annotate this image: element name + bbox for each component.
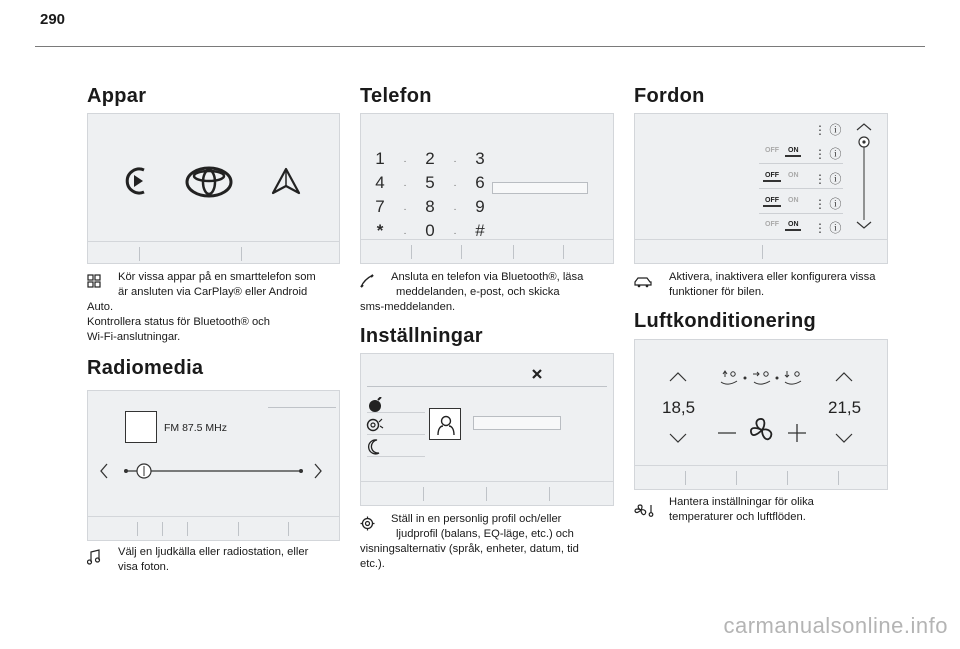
temp-right-value: 21,5 — [828, 398, 862, 417]
settings-divider-3 — [367, 456, 425, 457]
section-title-telefon: Telefon — [360, 85, 432, 107]
luftkonditionering-bottom-bar — [635, 465, 887, 489]
appar-desc-line4: Kontrollera status för Bluetooth® och — [87, 316, 270, 328]
info-menu-icon[interactable]: ⋮ ⓘ — [814, 123, 842, 137]
watermark: carmanualsonline.info — [723, 613, 948, 638]
info-menu-icon[interactable]: ⋮ ⓘ — [814, 172, 842, 186]
carplay-icon[interactable] — [120, 164, 154, 198]
profile-name-field[interactable] — [473, 416, 561, 430]
car-icon — [634, 276, 652, 288]
appar-bottom-bar — [88, 241, 339, 263]
theme-palette-icon[interactable] — [367, 397, 383, 413]
key-separator: · — [453, 180, 457, 191]
airflow-modes-icon[interactable] — [719, 369, 809, 387]
key-separator: · — [403, 204, 407, 215]
toggle-row[interactable] — [763, 145, 809, 159]
fan-plus-icon[interactable] — [788, 424, 806, 442]
settings-divider-1 — [367, 412, 425, 413]
profile-avatar-box[interactable] — [429, 408, 461, 440]
toggle-off-label: OFF — [765, 221, 779, 228]
telefon-desc-line2: meddelanden, e-post, och skicka — [396, 286, 560, 298]
key[interactable]: 5 — [425, 173, 435, 192]
key[interactable]: 3 — [475, 149, 485, 168]
phone-number-field[interactable] — [492, 182, 588, 194]
telefon-desc-line3: sms-meddelanden. — [360, 301, 456, 313]
temp-left-down-icon[interactable] — [668, 432, 688, 444]
settings-gear-icon — [360, 516, 375, 531]
temp-right-down-icon[interactable] — [834, 432, 854, 444]
music-note-icon — [87, 549, 101, 565]
appar-desc-line5: Wi-Fi-anslutningar. — [87, 331, 181, 343]
luftkonditionering-screen — [634, 339, 888, 490]
key[interactable]: 9 — [475, 197, 485, 216]
fan-speed-icon[interactable] — [748, 416, 776, 444]
fordon-description — [634, 270, 896, 300]
radio-station-label: FM 87.5 MHz — [164, 422, 228, 434]
luftkonditionering-desc-line2: temperaturer och luftflöden. — [669, 511, 806, 523]
toggle-on-label: ON — [788, 221, 799, 228]
fordon-desc-line2: funktioner för bilen. — [669, 286, 765, 298]
key[interactable]: # — [475, 221, 485, 240]
luftkonditionering-description — [634, 495, 896, 525]
key-separator: · — [453, 156, 457, 167]
info-menu-icon[interactable]: ⋮ ⓘ — [814, 221, 842, 235]
toggle-row[interactable] — [763, 219, 809, 233]
section-title-appar: Appar — [87, 85, 147, 107]
section-title-installningar: Inställningar — [360, 325, 483, 347]
toyota-logo-icon[interactable] — [185, 166, 233, 198]
section-title-luftkonditionering: Luftkonditionering — [634, 310, 817, 332]
android-auto-icon[interactable] — [271, 167, 301, 195]
radiomedia-desc-line1: Välj en ljudkälla eller radiostation, eller — [118, 546, 309, 558]
appar-description — [87, 270, 347, 345]
key[interactable]: 2 — [425, 149, 435, 168]
installningar-desc-line3: visningsalternativ (språk, enheter, datum, tid — [360, 543, 579, 555]
toggle-divider — [759, 163, 843, 164]
settings-divider-top — [367, 386, 607, 387]
key-separator: · — [453, 204, 457, 215]
radiomedia-desc-line2: visa foton. — [118, 561, 169, 573]
key-separator: · — [403, 156, 407, 167]
key[interactable]: 7 — [375, 197, 385, 216]
temp-right-up-icon[interactable] — [834, 371, 854, 383]
toggle-off-label: OFF — [765, 197, 779, 204]
installningar-desc-line4: etc.). — [360, 558, 385, 570]
toggle-off-label: OFF — [765, 147, 779, 154]
page-number: 290 — [40, 11, 66, 28]
keypad-row — [367, 173, 493, 193]
settings-divider-2 — [367, 434, 425, 435]
installningar-screen — [360, 353, 614, 506]
telefon-bottom-bar — [361, 239, 613, 263]
installningar-desc-line2: ljudprofil (balans, EQ-läge, etc.) och — [396, 528, 574, 540]
key[interactable]: 1 — [375, 149, 385, 168]
radiomedia-bottom-bar — [88, 516, 339, 540]
key[interactable]: 8 — [425, 197, 435, 216]
telefon-screen — [360, 113, 614, 264]
vertical-scroll-slider[interactable] — [854, 122, 874, 232]
appar-desc-line1: Kör vissa appar på en smarttelefon som — [118, 271, 316, 283]
fordon-bottom-bar — [635, 239, 887, 263]
section-title-radiomedia: Radiomedia — [87, 357, 204, 379]
info-menu-icon[interactable]: ⋮ ⓘ — [814, 197, 842, 211]
fordon-desc-line1: Aktivera, inaktivera eller konfigurera vissa — [669, 271, 876, 283]
luftkonditionering-desc-line1: Hantera inställningar för olika — [669, 496, 814, 508]
audio-settings-icon[interactable] — [366, 417, 384, 433]
toggle-on-label: ON — [788, 197, 799, 204]
keypad-row — [367, 149, 493, 169]
telefon-desc-line1: Ansluta en telefon via Bluetooth®, läsa — [391, 271, 584, 283]
chevron-left-icon[interactable] — [98, 463, 110, 479]
installningar-description — [360, 512, 622, 572]
keypad-row — [367, 197, 493, 217]
toggle-divider — [759, 213, 843, 214]
appar-desc-line2: är ansluten via CarPlay® eller Android — [118, 286, 308, 298]
appar-desc-line3: Auto. — [87, 301, 114, 313]
telefon-description — [360, 270, 622, 315]
key[interactable]: 4 — [375, 173, 385, 192]
phone-handset-icon — [360, 274, 374, 288]
installningar-bottom-bar — [361, 481, 613, 505]
header-rule — [35, 46, 925, 47]
toggle-on-label: ON — [788, 147, 799, 154]
radio-top-line — [268, 407, 336, 408]
section-title-fordon: Fordon — [634, 85, 705, 107]
night-mode-icon[interactable] — [367, 439, 381, 455]
key-separator: · — [403, 228, 407, 239]
toggle-row[interactable] — [763, 195, 809, 209]
climate-control-icon — [634, 503, 656, 517]
key-separator: · — [453, 228, 457, 239]
toggle-off-label: OFF — [765, 172, 779, 179]
key-separator: · — [403, 180, 407, 191]
fordon-screen — [634, 113, 888, 264]
installningar-desc-line1: Ställ in en personlig profil och/eller — [391, 513, 562, 525]
key[interactable]: 6 — [475, 173, 485, 192]
frequency-slider[interactable] — [124, 463, 304, 479]
radiomedia-screen — [87, 390, 340, 541]
close-icon[interactable] — [531, 368, 543, 380]
appar-screen — [87, 113, 340, 264]
key[interactable]: 0 — [425, 221, 435, 240]
phone-keypad — [367, 149, 507, 249]
toggle-on-label: ON — [788, 172, 799, 179]
apps-grid-icon — [87, 274, 101, 288]
toggle-row[interactable] — [763, 170, 809, 184]
chevron-right-icon[interactable] — [312, 463, 324, 479]
radiomedia-description — [87, 545, 347, 575]
user-profile-icon — [436, 414, 456, 436]
info-menu-icon[interactable]: ⋮ ⓘ — [814, 147, 842, 161]
keypad-row — [367, 221, 493, 241]
temp-left-up-icon[interactable] — [668, 371, 688, 383]
toggle-divider — [759, 188, 843, 189]
fan-minus-icon[interactable] — [718, 431, 736, 435]
radio-station-art — [125, 411, 157, 443]
key[interactable]: * — [376, 221, 384, 240]
temp-left-value: 18,5 — [662, 398, 696, 417]
